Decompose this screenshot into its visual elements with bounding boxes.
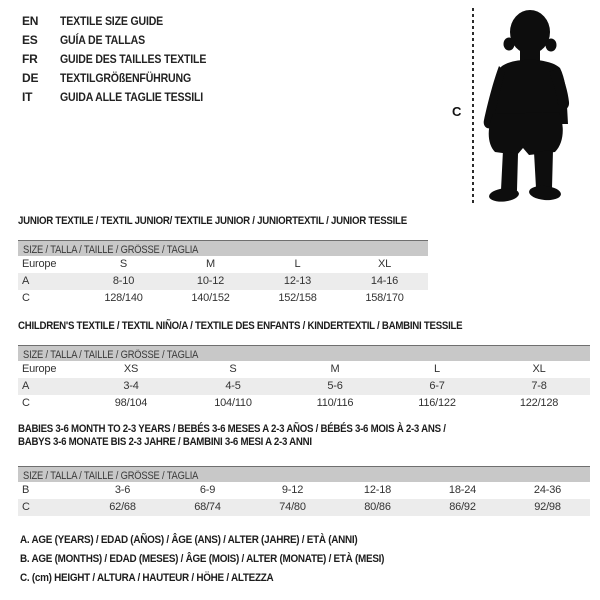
table-cell: 18-24 [448,484,477,496]
table-cell: 116/122 [418,397,456,409]
table-cell: L [294,258,301,270]
table-cell: L [434,363,440,375]
table-cell: 12-18 [363,484,392,496]
language-list [22,11,226,106]
silhouette-head [510,10,550,54]
table-cell: 158/170 [365,292,404,304]
language-code: IT [22,89,33,104]
table-cell: 62/68 [80,499,165,516]
table-cell: 98/104 [114,397,148,409]
table-cell: 8-10 [80,273,167,290]
table-row [18,395,590,412]
language-code: DE [22,70,39,85]
table-row [18,499,590,516]
row-header-cell: C [18,499,80,516]
silhouette-leg-left [501,150,518,194]
row-header-cell: B [22,484,30,496]
table-row [18,361,590,378]
legend-line-b: B. AGE (MONTHS) / EDAD (MESES) / ÂGE (MOIS) / ALTER (MONATE) / ETÀ (MESI) [20,553,385,565]
row-header-cell: Europe [22,258,57,270]
page-title-en: TEXTILE SIZE GUIDE [60,13,164,28]
table-cell: 6-7 [386,378,488,395]
row-header-cell: A [18,273,80,290]
table-cell: 74/80 [250,499,335,516]
table-cell: S [229,363,237,375]
table-cell: 128/140 [104,292,143,304]
table-row [18,378,590,395]
silhouette-leg-right [534,150,553,192]
table-cell: XL [377,258,392,270]
height-measure-dashed-line [472,8,474,206]
size-header-bar [18,345,590,361]
size-header-bar [18,240,428,256]
table-cell: 3-6 [114,484,131,496]
row-header-cell: Europe [22,363,57,375]
row-header-cell: C [22,292,30,304]
table-cell: 10-12 [167,273,254,290]
table-cell: 3-4 [80,378,182,395]
size-header-label: SIZE / TALLA / TAILLE / GRÖSSE / TAGLIA [23,244,199,256]
table-row [18,482,590,499]
language-code: EN [22,13,39,28]
language-row-en [22,11,226,30]
table-cell: 110/116 [316,397,354,409]
measurement-legend [20,531,425,588]
table-row [18,290,428,307]
table-cell: 86/92 [420,499,505,516]
table-cell: XL [532,363,546,375]
table-cell: M [206,258,215,270]
table-cell: M [330,363,340,375]
language-code: FR [22,51,38,66]
section-junior [18,215,428,307]
table-cell: 104/110 [214,397,252,409]
silhouette-shorts [489,112,563,155]
row-header-cell: C [22,397,30,409]
language-row-it [22,87,226,106]
table-row [18,256,428,273]
page-title-it: GUIDA ALLE TAGLIE TESSILI [60,89,204,104]
language-code: ES [22,32,38,47]
page-title-fr: GUIDE DES TAILLES TEXTILE [60,51,207,66]
table-cell: 14-16 [341,273,428,290]
table-cell: 12-13 [254,273,341,290]
table-cell: 68/74 [165,499,250,516]
table-cell: S [119,258,128,270]
silhouette-ear-left [504,38,515,51]
legend-line-c: C. (cm) HEIGHT / ALTURA / HAUTEUR / HÖHE / ALTEZZA [20,572,274,584]
table-cell: 80/86 [335,499,420,516]
junior-size-table [18,256,428,307]
page-title-es: GUÍA DE TALLAS [60,32,145,47]
toddler-silhouette-icon [481,2,591,207]
section-title: JUNIOR TEXTILE / TEXTIL JUNIOR/ TEXTILE JUNIOR / JUNIORTEXTIL / JUNIOR TESSILE [18,215,407,227]
table-cell: 7-8 [488,378,590,395]
table-cell: 4-5 [182,378,284,395]
size-header-label: SIZE / TALLA / TAILLE / GRÖSSE / TAGLIA [23,349,199,361]
legend-line-a: A. AGE (YEARS) / EDAD (AÑOS) / ÂGE (ANS) / ALTER (JAHRE) / ETÀ (ANNI) [20,534,358,546]
table-cell: XS [123,363,139,375]
section-children [18,320,590,412]
size-header-label: SIZE / TALLA / TAILLE / GRÖSSE / TAGLIA [23,470,199,482]
language-row-es [22,30,226,49]
height-measure-label: C [452,104,462,119]
children-size-table [18,361,590,412]
row-header-cell: A [18,378,80,395]
section-title-line1: BABIES 3-6 MONTH TO 2-3 YEARS / BEBÉS 3-6 MESES A 2-3 AÑOS / BÉBÉS 3-6 MOIS À 2-3 ANS / [18,423,446,435]
table-cell: 9-12 [281,484,304,496]
table-cell: 92/98 [505,499,590,516]
silhouette-ear-right [546,39,557,52]
table-row [18,273,428,290]
table-cell: 6-9 [199,484,216,496]
table-cell: 140/152 [191,292,230,304]
page-title-de: TEXTILGRÖßENFÜHRUNG [60,70,192,85]
section-title-line2: BABYS 3-6 MONATE BIS 2-3 JAHRE / BAMBINI 3-6 MESI A 2-3 ANNI [18,436,312,448]
table-cell: 24-36 [533,484,562,496]
section-babies [18,423,590,516]
table-cell: 152/158 [278,292,317,304]
silhouette-foot-right [528,185,561,202]
section-title: CHILDREN'S TEXTILE / TEXTIL NIÑO/A / TEXTILE DES ENFANTS / KINDERTEXTIL / BAMBINI TESSILE [18,320,463,332]
table-cell: 122/128 [519,397,559,409]
babies-size-table [18,482,590,516]
language-row-de [22,68,226,87]
table-cell: 5-6 [284,378,386,395]
size-header-bar [18,466,590,482]
language-row-fr [22,49,226,68]
